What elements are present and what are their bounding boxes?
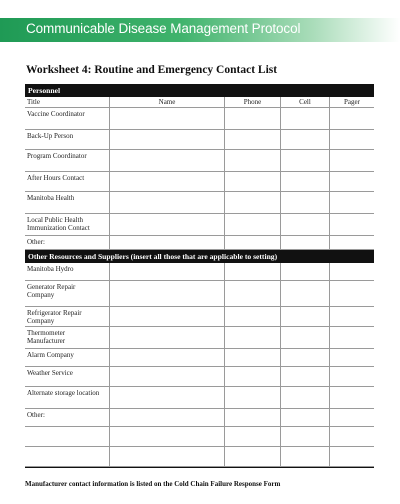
pager-cell[interactable] — [329, 387, 374, 408]
phone-cell[interactable] — [224, 327, 280, 348]
name-cell[interactable] — [109, 447, 224, 466]
table-row — [25, 387, 374, 409]
table-row — [25, 409, 374, 427]
title-cell — [25, 236, 109, 249]
name-cell[interactable] — [109, 150, 224, 171]
personnel-section-header: Personnel — [25, 84, 374, 97]
title-line: Local Public Health — [27, 216, 83, 224]
name-cell[interactable] — [109, 367, 224, 386]
name-cell[interactable] — [109, 236, 224, 249]
title-line: Generator Repair — [27, 283, 76, 291]
title-line: Back-Up Person — [27, 132, 74, 140]
name-cell[interactable] — [109, 108, 224, 129]
name-cell[interactable] — [109, 307, 224, 326]
phone-cell[interactable] — [224, 263, 280, 280]
cell-cell[interactable] — [280, 172, 329, 191]
cell-cell[interactable] — [280, 409, 329, 426]
title-line: Alternate storage location — [27, 389, 100, 397]
title-cell — [25, 307, 109, 326]
resource-rows — [25, 263, 374, 467]
footer-note: Manufacturer contact information is listed on the Cold Chain Failure Response Form — [25, 480, 281, 488]
cell-cell[interactable] — [280, 367, 329, 386]
table-row — [25, 150, 374, 172]
phone-cell[interactable] — [224, 427, 280, 446]
title-cell — [25, 409, 109, 426]
table-row — [25, 108, 374, 130]
name-cell[interactable] — [109, 327, 224, 348]
table-row — [25, 192, 374, 214]
title-line: Company — [27, 291, 55, 300]
title-cell — [25, 327, 109, 348]
phone-cell[interactable] — [224, 150, 280, 171]
title-line: After Hours Contact — [27, 174, 85, 182]
pager-cell[interactable] — [329, 263, 374, 280]
cell-cell[interactable] — [280, 427, 329, 446]
name-cell[interactable] — [109, 263, 224, 280]
title-line: Thermometer — [27, 329, 66, 337]
cell-cell[interactable] — [280, 108, 329, 129]
title-line: Program Coordinator — [27, 152, 87, 160]
pager-cell[interactable] — [329, 349, 374, 366]
pager-cell[interactable] — [329, 447, 374, 466]
phone-cell[interactable] — [224, 409, 280, 426]
name-cell[interactable] — [109, 427, 224, 446]
title-cell — [25, 150, 109, 171]
cell-cell[interactable] — [280, 150, 329, 171]
table-row — [25, 214, 374, 236]
table-row — [25, 327, 374, 349]
resources-table — [25, 263, 374, 467]
phone-cell[interactable] — [224, 236, 280, 249]
table-row — [25, 349, 374, 367]
title-cell — [25, 349, 109, 366]
phone-cell[interactable] — [224, 367, 280, 386]
column-header-pager: Pager — [329, 97, 374, 107]
table-bottom-rule — [25, 467, 374, 468]
table-row — [25, 367, 374, 387]
title-cell — [25, 130, 109, 149]
cell-cell[interactable] — [280, 327, 329, 348]
cell-cell[interactable] — [280, 349, 329, 366]
pager-cell[interactable] — [329, 409, 374, 426]
title-cell — [25, 108, 109, 129]
title-cell — [25, 263, 109, 280]
cell-cell[interactable] — [280, 307, 329, 326]
pager-cell[interactable] — [329, 367, 374, 386]
worksheet-title: Worksheet 4: Routine and Emergency Contact List — [26, 64, 278, 76]
pager-cell[interactable] — [329, 172, 374, 191]
name-cell[interactable] — [109, 281, 224, 306]
personnel-table — [25, 97, 374, 250]
table-row — [25, 307, 374, 327]
title-line: Other: — [27, 411, 45, 419]
column-header-name: Name — [109, 97, 224, 107]
personnel-rows — [25, 108, 374, 250]
table-row — [25, 427, 374, 447]
title-cell — [25, 447, 109, 466]
pager-cell[interactable] — [329, 427, 374, 446]
title-line: Refrigerator Repair — [27, 309, 82, 317]
title-line: Weather Service — [27, 369, 73, 377]
table-row — [25, 281, 374, 307]
table-row — [25, 130, 374, 150]
pager-cell[interactable] — [329, 192, 374, 213]
table-row — [25, 263, 374, 281]
cell-cell[interactable] — [280, 281, 329, 306]
phone-cell[interactable] — [224, 172, 280, 191]
resources-section-header: Other Resources and Suppliers (insert all those that are applicable to setting) — [25, 250, 374, 263]
cell-cell[interactable] — [280, 263, 329, 280]
name-cell[interactable] — [109, 172, 224, 191]
pager-cell[interactable] — [329, 236, 374, 249]
contact-sheet — [25, 84, 374, 468]
title-line: Immunization Contact — [27, 224, 90, 233]
phone-cell[interactable] — [224, 349, 280, 366]
phone-cell[interactable] — [224, 214, 280, 235]
pager-cell[interactable] — [329, 307, 374, 326]
name-cell[interactable] — [109, 409, 224, 426]
phone-cell[interactable] — [224, 387, 280, 408]
phone-cell[interactable] — [224, 108, 280, 129]
column-header-cell: Cell — [280, 97, 329, 107]
table-row — [25, 447, 374, 467]
pager-cell[interactable] — [329, 327, 374, 348]
name-cell[interactable] — [109, 214, 224, 235]
phone-cell[interactable] — [224, 192, 280, 213]
title-cell — [25, 387, 109, 408]
phone-cell[interactable] — [224, 307, 280, 326]
column-header-row — [25, 97, 374, 108]
title-cell — [25, 367, 109, 386]
phone-cell[interactable] — [224, 281, 280, 306]
pager-cell[interactable] — [329, 130, 374, 149]
title-line: Other: — [27, 238, 45, 246]
title-cell — [25, 172, 109, 191]
phone-cell[interactable] — [224, 447, 280, 466]
cell-cell[interactable] — [280, 447, 329, 466]
pager-cell[interactable] — [329, 214, 374, 235]
name-cell[interactable] — [109, 349, 224, 366]
pager-cell[interactable] — [329, 150, 374, 171]
title-cell — [25, 214, 109, 235]
pager-cell[interactable] — [329, 108, 374, 129]
pager-cell[interactable] — [329, 281, 374, 306]
phone-cell[interactable] — [224, 130, 280, 149]
table-row — [25, 236, 374, 250]
title-line: Manitoba Health — [27, 194, 75, 202]
title-line: Manufacturer — [27, 337, 66, 346]
name-cell[interactable] — [109, 130, 224, 149]
title-line: Manitoba Hydro — [27, 265, 74, 273]
cell-cell[interactable] — [280, 130, 329, 149]
title-line: Vaccine Coordinator — [27, 110, 85, 118]
table-row — [25, 172, 374, 192]
name-cell[interactable] — [109, 192, 224, 213]
column-header-phone: Phone — [224, 97, 280, 107]
cell-cell[interactable] — [280, 192, 329, 213]
title-cell — [25, 427, 109, 446]
cell-cell[interactable] — [280, 387, 329, 408]
title-line: Company — [27, 317, 55, 326]
cell-cell[interactable] — [280, 236, 329, 249]
title-line: Alarm Company — [27, 351, 74, 359]
header-banner — [0, 18, 400, 42]
banner-title: Communicable Disease Management Protocol — [26, 21, 301, 36]
name-cell[interactable] — [109, 387, 224, 408]
column-header-title: Title — [27, 98, 40, 106]
title-cell — [25, 192, 109, 213]
title-cell — [25, 281, 109, 306]
cell-cell[interactable] — [280, 214, 329, 235]
